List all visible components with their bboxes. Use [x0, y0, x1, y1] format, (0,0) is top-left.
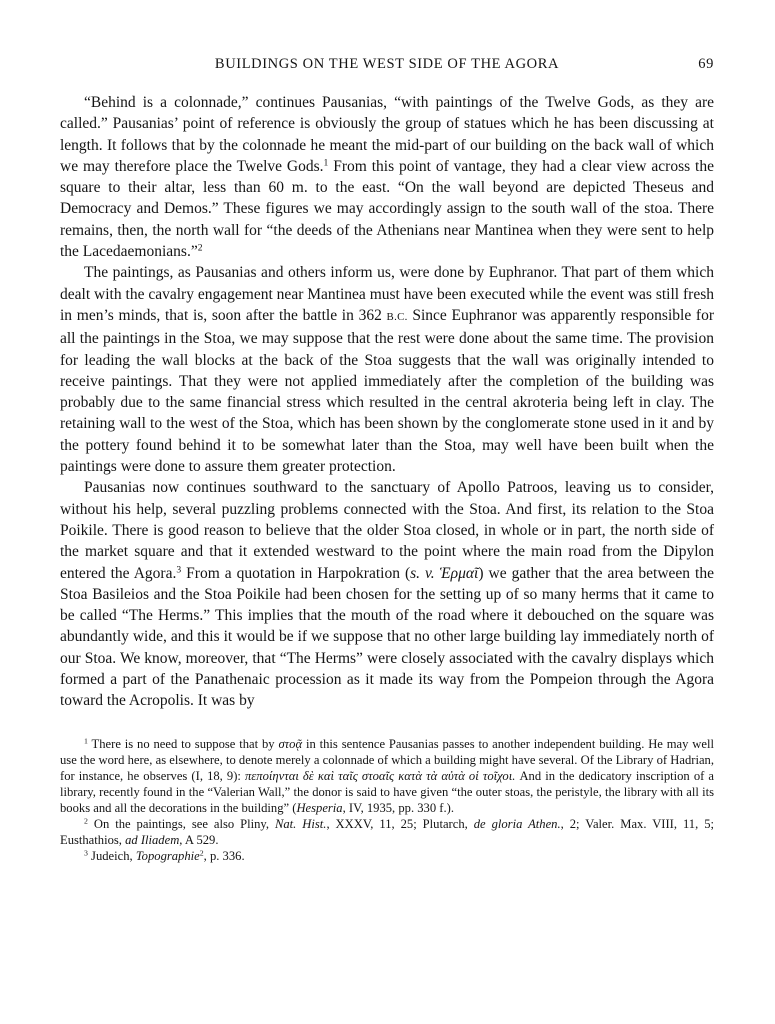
- footnote-1-text-a: There is no need to suppose that by: [87, 736, 279, 751]
- footnote-2: [60, 816, 714, 848]
- footnote-ref-2: 2: [197, 242, 203, 254]
- paragraph-1-text-a: “Behind is a colonnade,” continues Pausanias, “with paintings of the Twelve Gods, as they are called.” Pausanias’ point of reference is obviously the group of statues which he has been discussing at length. It follows that by the colonnade he meant the mid-part of our building on the back wall of which we may therefore place the Twelve Gods.: [60, 94, 714, 175]
- footnote-3-mark: 3: [84, 848, 88, 858]
- footnote-1-text-c: And in the dedicatory inscription of a library, recently found in the “Valerian Wall,” the donor is said to have given “the outer stoas, the peristyle, the library with all its books and all the decorations in the building” (: [60, 768, 714, 815]
- footnote-2-work-plutarch: de gloria Athen.: [473, 816, 561, 831]
- footnote-2-text-b: , XXXV, 11, 25; Plutarch,: [326, 816, 474, 831]
- footnote-ref-1: 1: [323, 157, 329, 169]
- footnote-1-text-b: in this sentence Pausanias passes to another independent building. He may well use the word here, as elsewhere, to denote merely a colonnade of which a building might have several. Of the Library of Hadrian, for instance, he observes (I, 18, 9):: [60, 736, 714, 783]
- footnote-1-journal: Hesperia: [296, 800, 343, 815]
- running-header: [60, 56, 714, 80]
- page: [60, 56, 714, 864]
- footnote-2-text-c: , 2; Valer. Max. VIII, 11, 5; Eusthathios,: [60, 816, 715, 847]
- footnotes: [60, 736, 714, 864]
- footnote-1-greek-a: στοᾷ: [278, 736, 303, 751]
- paragraph-2: [60, 262, 714, 477]
- greek-term: Ἑρμαῖ: [434, 564, 479, 582]
- paragraph-1-text-b: From this point of vantage, they had a clear view across the square to their altar, less than 60 m. to the east. “On the wall beyond are depicted Theseus and Democracy and Demos.” These figures we may accordingly assign to the south wall of the stoa. There remains, then, the north wall for “the deeds of the Athenians near Mantinea when they were sent to help the Lacedaemonians.”: [60, 157, 714, 261]
- sub-voce: s. v.: [410, 564, 435, 582]
- paragraph-3-text-a: Pausanias now continues southward to the sanctuary of Apollo Patroos, leaving us to consider, without his help, several puzzling problems connected with the Stoa. And first, its relation to the Stoa Poikile. There is good reason to believe that the older Stoa closed, in whole or in part, the north side of the market square and that it extended westward to the point where the main road from the Dipylon entered the Agora.: [60, 479, 714, 582]
- footnote-2-work-pliny: Nat. Hist.: [274, 816, 327, 831]
- footnote-1: [60, 736, 714, 816]
- footnote-3-work: Topographie: [135, 848, 200, 863]
- paragraph-2-text-b: Since Euphranor was apparently responsible for all the paintings in the Stoa, we may suppose that the rest were done about the same time. The provision for leading the wall blocks at the back of the Stoa suggests that the wall was originally intended to receive paintings. That they were not applied immediately after the completion of the building was probably due to the same financial stress which resulted in the central akroteria being left in clay. The retaining wall to the west of the Stoa, which has been shown by the conglomerate stone used in it and by the pottery found behind it to be somewhat later than the Stoa, may well have been built when the paintings were done to assure them greater protection.: [60, 306, 714, 476]
- footnote-2-mark: 2: [84, 816, 88, 826]
- footnote-1-text-d: , IV, 1935, pp. 330 f.).: [342, 800, 454, 815]
- paragraph-3: [60, 477, 714, 711]
- footnote-3-text-b: , p. 336.: [203, 848, 245, 863]
- footnote-ref-3: 3: [176, 564, 182, 576]
- footnote-3-edition: 2: [199, 848, 204, 858]
- footnote-2-text-a: On the paintings, see also Pliny,: [87, 816, 275, 831]
- body-text: [60, 92, 714, 712]
- running-title: BUILDINGS ON THE WEST SIDE OF THE AGORA: [214, 56, 560, 72]
- paragraph-3-text-b: From a quotation in Harpokration (: [181, 564, 411, 582]
- era-abbreviation: B.C.: [386, 310, 408, 323]
- footnote-2-work-eusthathios: ad Iliadem: [125, 832, 180, 847]
- footnote-3: [60, 848, 714, 864]
- footnote-3-text-a: Judeich,: [87, 848, 136, 863]
- paragraph-2-text-a: The paintings, as Pausanias and others inform us, were done by Euphranor. That part of them which dealt with the cavalry engagement near Mantinea must have been executed while the event was still fresh in men’s minds, that is, soon after the battle in 362: [60, 264, 714, 324]
- paragraph-3-text-c: ) we gather that the area between the Stoa Basileios and the Stoa Poikile had been chosen for the setting up of so many herms that it came to be called “The Herms.” This implies that the mouth of the road where it debouched on the square was abundantly wide, and this it would be if we suppose that no other large building lay immediately north of our Stoa. We know, moreover, that “The Herms” were closely associated with the cavalry displays which formed a part of the Panathenaic procession as it made its way from the Pompeion through the Agora toward the Acropolis. It was by: [60, 564, 714, 710]
- page-number: 69: [698, 56, 714, 72]
- footnote-1-greek-b: πεποίηνται δὲ καὶ ταῖς στοαῖς κατὰ τὰ αὐτὰ οἱ τοῖχοι.: [245, 768, 516, 783]
- footnote-1-mark: 1: [84, 736, 88, 746]
- footnote-2-text-d: , A 529.: [179, 832, 219, 847]
- paragraph-1: [60, 92, 714, 262]
